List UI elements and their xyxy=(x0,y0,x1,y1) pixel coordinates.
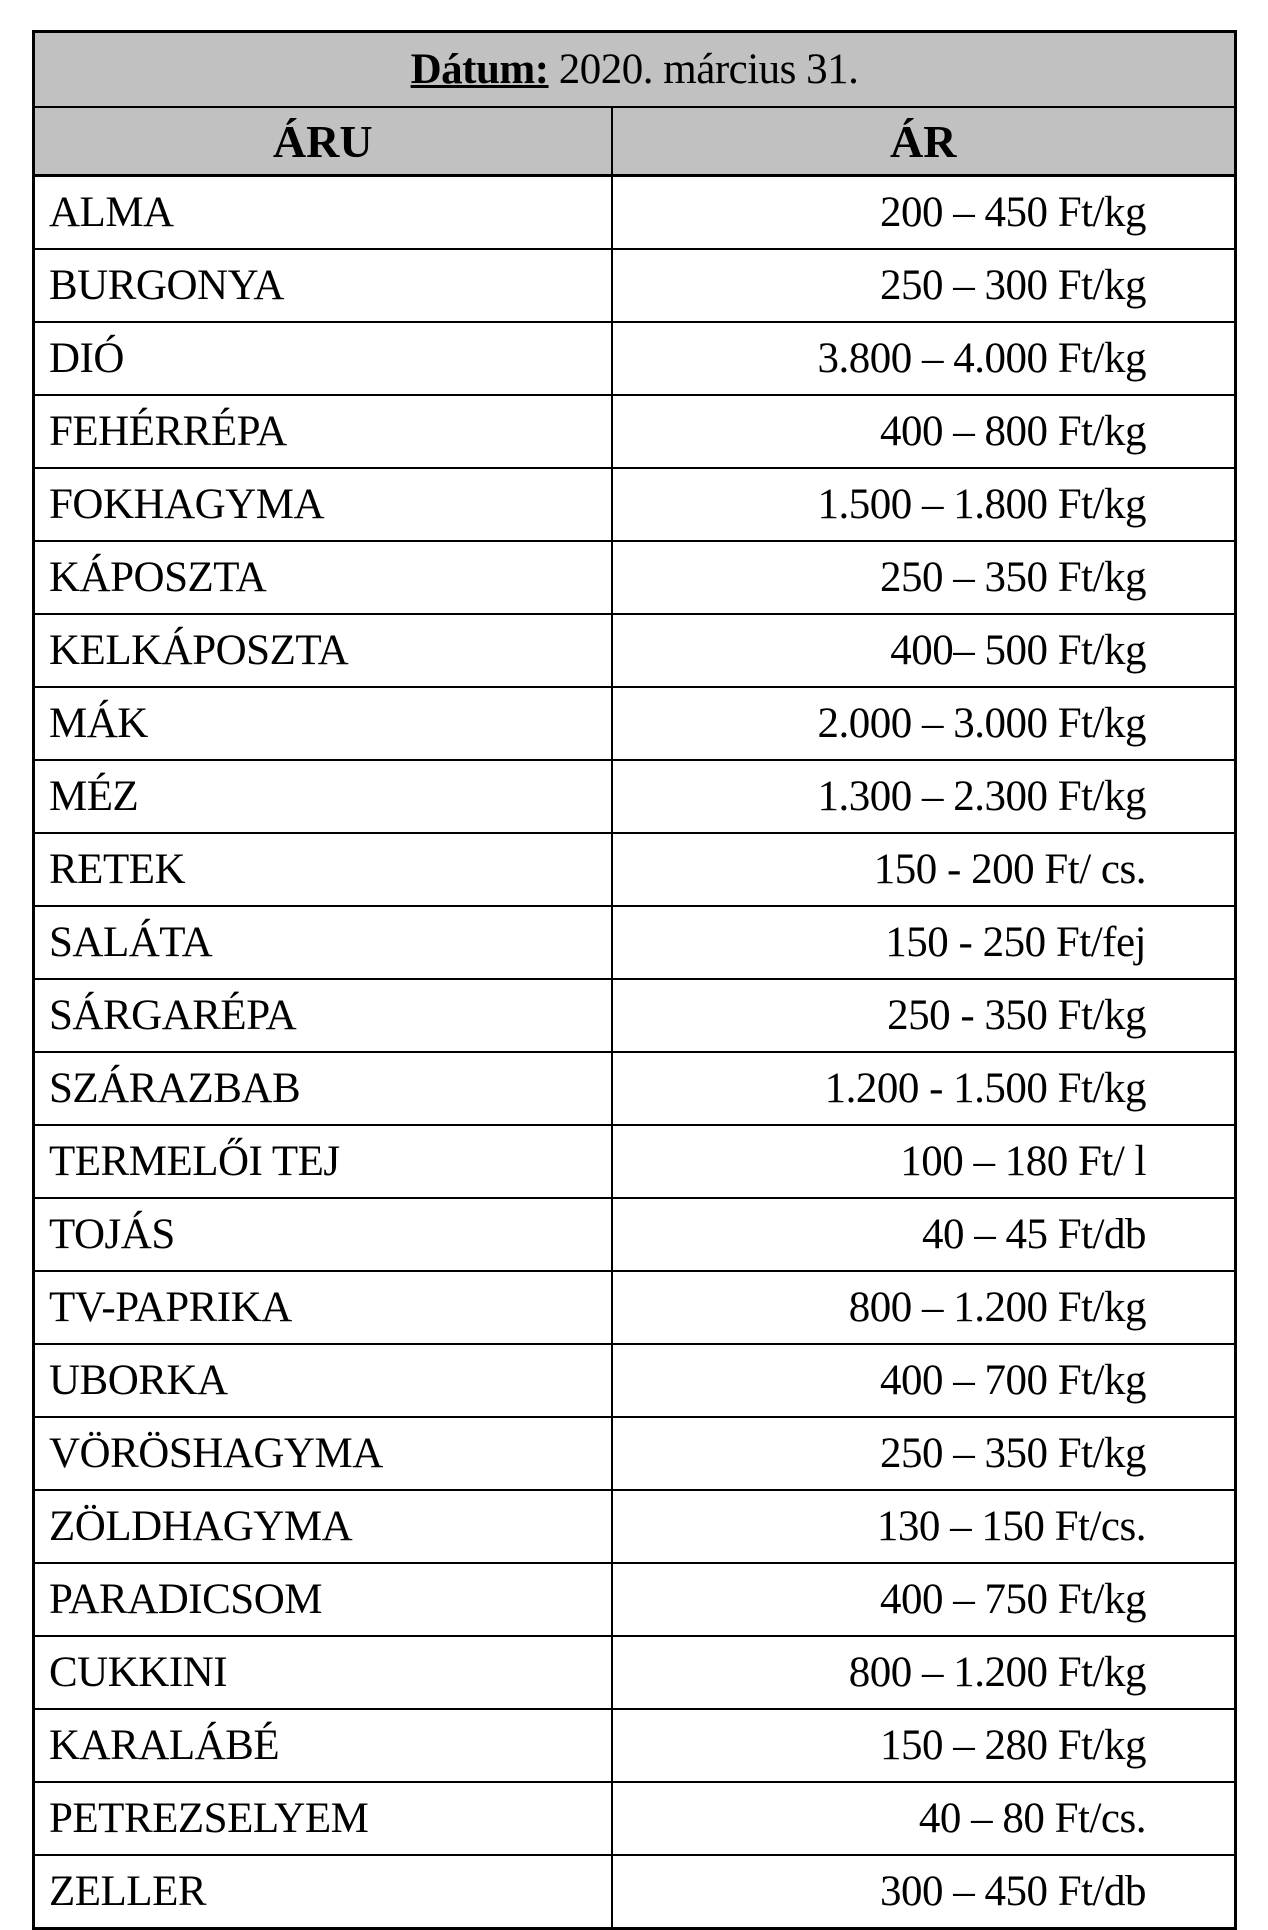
price-cell: 150 - 250 Ft/fej xyxy=(612,906,1236,979)
column-header-item: ÁRU xyxy=(34,107,612,176)
item-cell: SÁRGARÉPA xyxy=(34,979,612,1052)
item-cell: TERMELŐI TEJ xyxy=(34,1125,612,1198)
price-cell: 200 – 450 Ft/kg xyxy=(612,176,1236,250)
table-row xyxy=(34,1709,1236,1782)
price-cell: 400 – 700 Ft/kg xyxy=(612,1344,1236,1417)
item-cell: PETREZSELYEM xyxy=(34,1782,612,1855)
table-row xyxy=(34,760,1236,833)
table-row xyxy=(34,468,1236,541)
table-row xyxy=(34,1855,1236,1929)
item-cell: SZÁRAZBAB xyxy=(34,1052,612,1125)
price-cell: 300 – 450 Ft/db xyxy=(612,1855,1236,1929)
price-cell: 800 – 1.200 Ft/kg xyxy=(612,1271,1236,1344)
table-row xyxy=(34,1490,1236,1563)
item-cell: VÖRÖSHAGYMA xyxy=(34,1417,612,1490)
table-row xyxy=(34,1782,1236,1855)
table-row xyxy=(34,1052,1236,1125)
item-cell: DIÓ xyxy=(34,322,612,395)
table-row xyxy=(34,249,1236,322)
item-cell: MÁK xyxy=(34,687,612,760)
date-header-cell xyxy=(34,32,1236,108)
item-cell: SALÁTA xyxy=(34,906,612,979)
table-row xyxy=(34,1271,1236,1344)
price-cell: 2.000 – 3.000 Ft/kg xyxy=(612,687,1236,760)
price-cell: 250 - 350 Ft/kg xyxy=(612,979,1236,1052)
table-row xyxy=(34,1344,1236,1417)
price-cell: 40 – 80 Ft/cs. xyxy=(612,1782,1236,1855)
column-header-price: ÁR xyxy=(612,107,1236,176)
table-row xyxy=(34,1125,1236,1198)
price-cell: 3.800 – 4.000 Ft/kg xyxy=(612,322,1236,395)
table-row xyxy=(34,614,1236,687)
item-cell: ALMA xyxy=(34,176,612,250)
item-cell: PARADICSOM xyxy=(34,1563,612,1636)
price-cell: 400 – 750 Ft/kg xyxy=(612,1563,1236,1636)
item-cell: KARALÁBÉ xyxy=(34,1709,612,1782)
column-header-row xyxy=(34,107,1236,176)
price-cell: 100 – 180 Ft/ l xyxy=(612,1125,1236,1198)
table-row xyxy=(34,541,1236,614)
item-cell: FEHÉRRÉPA xyxy=(34,395,612,468)
price-cell: 150 - 200 Ft/ cs. xyxy=(612,833,1236,906)
item-cell: TOJÁS xyxy=(34,1198,612,1271)
item-cell: MÉZ xyxy=(34,760,612,833)
price-cell: 150 – 280 Ft/kg xyxy=(612,1709,1236,1782)
item-cell: RETEK xyxy=(34,833,612,906)
item-cell: FOKHAGYMA xyxy=(34,468,612,541)
price-cell: 400– 500 Ft/kg xyxy=(612,614,1236,687)
price-cell: 250 – 350 Ft/kg xyxy=(612,1417,1236,1490)
item-cell: CUKKINI xyxy=(34,1636,612,1709)
table-row xyxy=(34,687,1236,760)
item-cell: KELKÁPOSZTA xyxy=(34,614,612,687)
date-label: Dátum: xyxy=(410,46,549,93)
price-table xyxy=(32,30,1237,1930)
price-cell: 800 – 1.200 Ft/kg xyxy=(612,1636,1236,1709)
price-cell: 250 – 300 Ft/kg xyxy=(612,249,1236,322)
table-row xyxy=(34,833,1236,906)
table-row xyxy=(34,979,1236,1052)
price-cell: 1.500 – 1.800 Ft/kg xyxy=(612,468,1236,541)
item-cell: ZELLER xyxy=(34,1855,612,1929)
table-row xyxy=(34,1636,1236,1709)
item-cell: ZÖLDHAGYMA xyxy=(34,1490,612,1563)
price-cell: 250 – 350 Ft/kg xyxy=(612,541,1236,614)
table-row xyxy=(34,1563,1236,1636)
item-cell: BURGONYA xyxy=(34,249,612,322)
item-cell: UBORKA xyxy=(34,1344,612,1417)
price-cell: 400 – 800 Ft/kg xyxy=(612,395,1236,468)
table-row xyxy=(34,322,1236,395)
price-cell: 130 – 150 Ft/cs. xyxy=(612,1490,1236,1563)
table-row xyxy=(34,1417,1236,1490)
price-cell: 1.200 - 1.500 Ft/kg xyxy=(612,1052,1236,1125)
date-value: 2020. március 31. xyxy=(548,46,859,93)
table-body xyxy=(34,176,1236,1929)
table-row xyxy=(34,176,1236,250)
item-cell: KÁPOSZTA xyxy=(34,541,612,614)
table-row xyxy=(34,395,1236,468)
price-cell: 1.300 – 2.300 Ft/kg xyxy=(612,760,1236,833)
item-cell: TV-PAPRIKA xyxy=(34,1271,612,1344)
table-row xyxy=(34,1198,1236,1271)
date-row xyxy=(34,32,1236,108)
price-cell: 40 – 45 Ft/db xyxy=(612,1198,1236,1271)
table-row xyxy=(34,906,1236,979)
